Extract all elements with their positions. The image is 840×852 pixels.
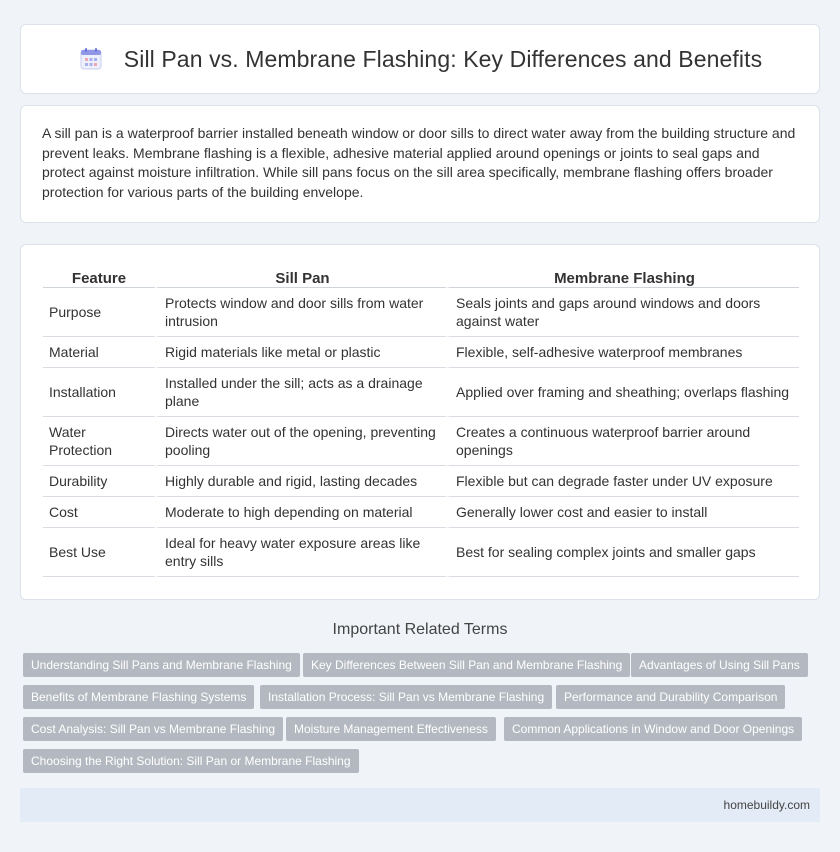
related-term-tag[interactable]: Common Applications in Window and Door Openings bbox=[504, 717, 802, 741]
feature-cell: Water Protection bbox=[43, 417, 155, 466]
related-term-tag[interactable]: Advantages of Using Sill Pans bbox=[631, 653, 808, 677]
footer-site[interactable]: homebuildy.com bbox=[723, 798, 810, 812]
related-terms-title: Important Related Terms bbox=[332, 621, 508, 638]
table-row bbox=[43, 417, 799, 466]
table-row bbox=[43, 368, 799, 417]
membrane-cell: Generally lower cost and easier to install bbox=[446, 497, 799, 528]
membrane-cell: Seals joints and gaps around windows and doors against water bbox=[446, 288, 799, 337]
sill-pan-cell: Moderate to high depending on material bbox=[155, 497, 446, 528]
related-term-tag[interactable]: Key Differences Between Sill Pan and Membrane Flashing bbox=[303, 653, 630, 677]
comparison-card bbox=[20, 244, 820, 600]
membrane-cell: Flexible, self-adhesive waterproof membranes bbox=[446, 337, 799, 368]
feature-cell: Installation bbox=[43, 368, 155, 417]
sill-pan-cell: Directs water out of the opening, preventing pooling bbox=[155, 417, 446, 466]
table-row bbox=[43, 288, 799, 337]
feature-cell: Purpose bbox=[43, 288, 155, 337]
intro-card bbox=[20, 105, 820, 223]
feature-cell: Best Use bbox=[43, 528, 155, 577]
comparison-table bbox=[43, 267, 799, 577]
calendar-icon bbox=[78, 46, 104, 72]
footer bbox=[20, 788, 820, 822]
table-row bbox=[43, 337, 799, 368]
table-row bbox=[43, 466, 799, 497]
table-row bbox=[43, 528, 799, 577]
header-sill-pan: Sill Pan bbox=[155, 267, 446, 288]
related-term-tag[interactable]: Installation Process: Sill Pan vs Membrane Flashing bbox=[260, 685, 552, 709]
feature-cell: Cost bbox=[43, 497, 155, 528]
feature-cell: Durability bbox=[43, 466, 155, 497]
membrane-cell: Best for sealing complex joints and smaller gaps bbox=[446, 528, 799, 577]
intro-paragraph: A sill pan is a waterproof barrier installed beneath window or door sills to direct water away from the building structure and prevent leaks. Membrane flashing is a flexible, adhesive material applied around openings or joints to seal gaps and protect against moisture infiltration. While sill pans focus on the sill area specifically, membrane flashing offers broader protection for various parts of the building envelope. bbox=[42, 125, 796, 200]
page-title: Sill Pan vs. Membrane Flashing: Key Differences and Benefits bbox=[123, 45, 763, 72]
membrane-cell: Creates a continuous waterproof barrier around openings bbox=[446, 417, 799, 466]
sill-pan-cell: Installed under the sill; acts as a drainage plane bbox=[155, 368, 446, 417]
sill-pan-cell: Rigid materials like metal or plastic bbox=[155, 337, 446, 368]
feature-cell: Material bbox=[43, 337, 155, 368]
sill-pan-cell: Protects window and door sills from water intrusion bbox=[155, 288, 446, 337]
membrane-cell: Applied over framing and sheathing; overlaps flashing bbox=[446, 368, 799, 417]
related-term-tag[interactable]: Performance and Durability Comparison bbox=[556, 685, 785, 709]
related-term-tag[interactable]: Benefits of Membrane Flashing Systems bbox=[23, 685, 254, 709]
related-term-tag[interactable]: Cost Analysis: Sill Pan vs Membrane Flashing bbox=[23, 717, 283, 741]
header-feature: Feature bbox=[43, 267, 155, 288]
table-row bbox=[43, 497, 799, 528]
related-term-tag[interactable]: Choosing the Right Solution: Sill Pan or Membrane Flashing bbox=[23, 749, 359, 773]
membrane-cell: Flexible but can degrade faster under UV exposure bbox=[446, 466, 799, 497]
header-membrane-flashing: Membrane Flashing bbox=[446, 267, 799, 288]
table-header-row bbox=[43, 267, 799, 288]
sill-pan-cell: Highly durable and rigid, lasting decades bbox=[155, 466, 446, 497]
title-card bbox=[20, 24, 820, 94]
related-term-tag[interactable]: Moisture Management Effectiveness bbox=[286, 717, 496, 741]
related-term-tag[interactable]: Understanding Sill Pans and Membrane Flashing bbox=[23, 653, 300, 677]
sill-pan-cell: Ideal for heavy water exposure areas like entry sills bbox=[155, 528, 446, 577]
